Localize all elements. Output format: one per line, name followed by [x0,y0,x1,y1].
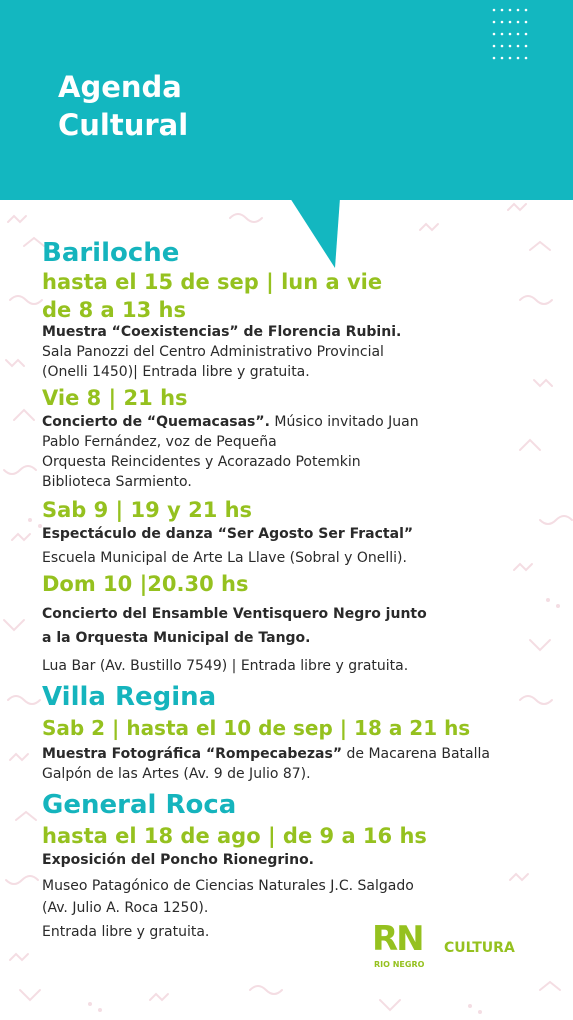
event-title [42,602,542,626]
event-description-text: de Macarena Batalla [342,746,490,762]
event-title-text: Muestra “Coexistencias” de Florencia Rubini. [42,324,402,340]
event-venue: Sala Panozzi del Centro Administrativo Provincial [42,344,384,360]
event-venue: Escuela Municipal de Arte La Llave (Sobral y Onelli). [42,550,407,566]
event-description-text: Músico invitado Juan [269,414,419,430]
event-title [42,850,542,870]
event-title-text: Exposición del Poncho Rionegrino. [42,852,315,868]
event-venue: Museo Patagónico de Ciencias Naturales J.C. Salgado [42,878,414,894]
event-date: hasta el 15 de sep | lun a vie [42,270,383,294]
event-title [42,626,542,650]
event-venue: (Av. Julio A. Roca 1250). [42,900,209,916]
event-venue: Galpón de las Artes (Av. 9 de Julio 87). [42,766,311,782]
event-date: Sab 2 | hasta el 10 de sep | 18 a 21 hs [42,716,471,740]
event-description [42,412,542,432]
event-venue: (Onelli 1450)| Entrada libre y gratuita. [42,364,310,380]
section-villa-regina [42,680,542,784]
event-title [42,524,542,544]
event-date: Vie 8 | 21 hs [42,386,188,410]
logo-mark: RN [372,919,423,959]
event-title-text: a la Orquesta Municipal de Tango. [42,630,311,646]
event-date: Dom 10 |20.30 hs [42,572,249,596]
event-date: Sab 9 | 19 y 21 hs [42,498,253,522]
title-line-2: Cultural [58,108,189,142]
dot-grid-decoration [490,6,530,62]
event-description: Pablo Fernández, voz de Pequeña [42,434,277,450]
rio-negro-cultura-logo [372,919,532,972]
event-venue: Lua Bar (Av. Bustillo 7549) | Entrada libre y gratuita. [42,658,409,674]
event-title-text: Espectáculo de danza “Ser Agosto Ser Fractal” [42,526,414,542]
event-title-text: Concierto del Ensamble Ventisquero Negro junto [42,606,427,622]
logo-label: CULTURA [444,940,515,956]
page-title [58,68,188,144]
event-description [42,744,542,764]
agenda-content [42,236,542,942]
city-heading: General Roca [42,790,237,820]
event-venue: Biblioteca Sarmiento. [42,474,192,490]
city-heading: Bariloche [42,238,180,268]
logo-subtitle: RIO NEGRO [374,960,425,969]
event-description: Orquesta Reincidentes y Acorazado Potemkin [42,454,361,470]
event-title [42,322,542,342]
event-date: hasta el 18 de ago | de 9 a 16 hs [42,824,427,848]
event-title-text: Concierto de “Quemacasas”. [42,414,270,430]
city-heading: Villa Regina [42,682,217,712]
event-date: de 8 a 13 hs [42,298,186,322]
event-info: Entrada libre y gratuita. [42,924,210,940]
section-general-roca [42,788,542,942]
event-title-text: Muestra Fotográfica “Rompecabezas” [42,746,343,762]
section-bariloche [42,236,542,676]
title-line-1: Agenda [58,70,182,104]
